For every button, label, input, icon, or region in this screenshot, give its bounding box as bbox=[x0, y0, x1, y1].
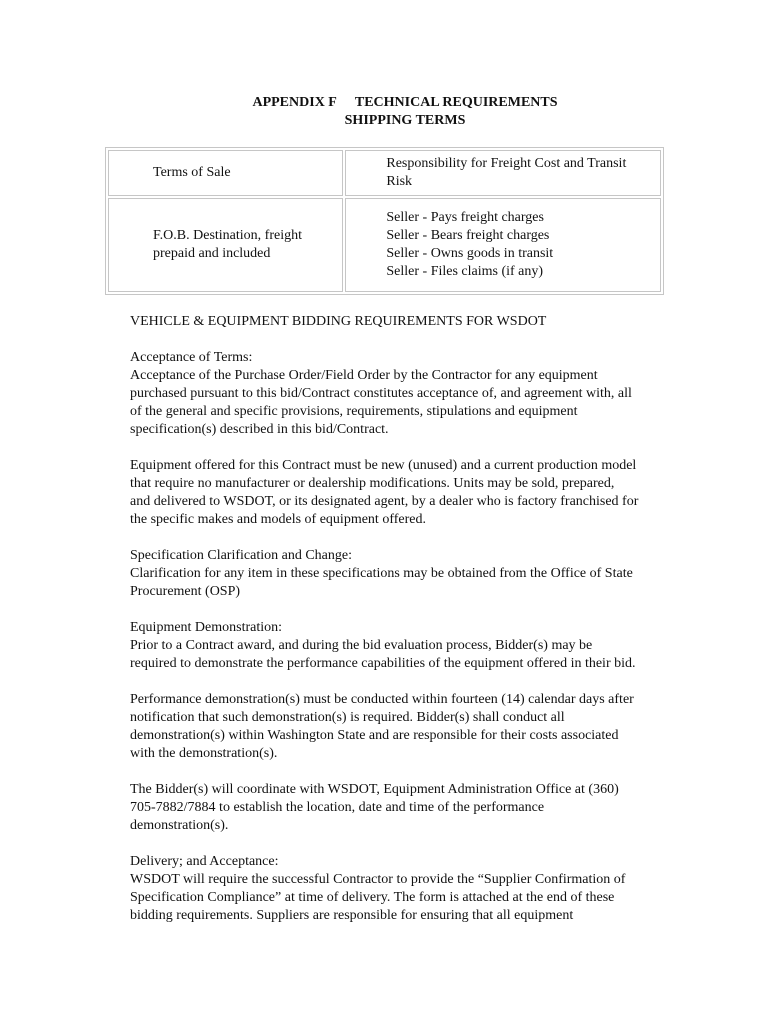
shipping-terms-table bbox=[105, 147, 664, 295]
terms-of-sale-header: Terms of Sale bbox=[153, 165, 231, 180]
paragraph-line: the specific makes and models of equipment offered. bbox=[130, 512, 426, 527]
paragraph-line: and delivered to WSDOT, or its designated agent, by a dealer who is factory franchised for bbox=[130, 494, 639, 509]
paragraph-line: required to demonstrate the performance capabilities of the equipment offered in their bid. bbox=[130, 656, 636, 671]
appendix-title: TECHNICAL REQUIREMENTS bbox=[354, 95, 558, 110]
paragraph-line: Delivery; and Acceptance: bbox=[130, 854, 279, 869]
section-title: VEHICLE & EQUIPMENT BIDDING REQUIREMENTS FOR WSDOT bbox=[130, 314, 547, 329]
seller-responsibility-line: Seller - Owns goods in transit bbox=[386, 246, 554, 261]
paragraph-line: Procurement (OSP) bbox=[130, 584, 241, 599]
paragraph-line: Equipment Demonstration: bbox=[130, 620, 283, 635]
paragraph-line: demonstration(s). bbox=[130, 818, 229, 833]
responsibility-header-cell bbox=[345, 150, 661, 196]
paragraph-line: Prior to a Contract award, and during the bid evaluation process, Bidder(s) may be bbox=[130, 638, 593, 653]
paragraph-line: Specification Compliance” at time of delivery. The form is attached at the end of these bbox=[130, 890, 615, 905]
paragraph-line: WSDOT will require the successful Contractor to provide the “Supplier Confirmation of bbox=[130, 872, 626, 887]
performance-demonstration-paragraph bbox=[130, 691, 690, 763]
fob-cell bbox=[108, 198, 343, 292]
paragraph-line: Equipment offered for this Contract must be new (unused) and a current production model bbox=[130, 458, 637, 473]
paragraph-line: Specification Clarification and Change: bbox=[130, 548, 352, 563]
responsibility-header-line: Risk bbox=[386, 174, 413, 189]
acceptance-of-terms-paragraph bbox=[130, 349, 690, 439]
table-row bbox=[108, 150, 661, 196]
paragraph-line: notification that such demonstration(s) is required. Bidder(s) shall conduct all bbox=[130, 710, 565, 725]
table-row bbox=[108, 198, 661, 292]
fob-line: prepaid and included bbox=[153, 246, 271, 261]
paragraph-line: bidding requirements. Suppliers are responsible for ensuring that all equipment bbox=[130, 908, 574, 923]
paragraph-line: Performance demonstration(s) must be conducted within fourteen (14) calendar days after bbox=[130, 692, 634, 707]
seller-responsibility-line: Seller - Pays freight charges bbox=[386, 210, 544, 225]
seller-responsibility-line: Seller - Files claims (if any) bbox=[386, 264, 544, 279]
paragraph-line: Acceptance of Terms: bbox=[130, 350, 253, 365]
seller-responsibility-line: Seller - Bears freight charges bbox=[386, 228, 550, 243]
paragraph-line: 705-7882/7884 to establish the location, date and time of the performance bbox=[130, 800, 545, 815]
specification-clarification-paragraph bbox=[130, 547, 690, 601]
paragraph-line: with the demonstration(s). bbox=[130, 746, 278, 761]
terms-of-sale-header-cell bbox=[108, 150, 343, 196]
paragraph-line: of the general and specific provisions, requirements, stipulations and equipment bbox=[130, 404, 578, 419]
seller-responsibilities-cell bbox=[345, 198, 661, 292]
paragraph-line: Clarification for any item in these specifications may be obtained from the Office of State bbox=[130, 566, 633, 581]
fob-line: F.O.B. Destination, freight bbox=[153, 228, 302, 243]
responsibility-header-line: Responsibility for Freight Cost and Transit bbox=[386, 156, 627, 171]
appendix-label: APPENDIX F bbox=[252, 95, 337, 110]
paragraph-line: specification(s) described in this bid/Contract. bbox=[130, 422, 389, 437]
equipment-offered-paragraph bbox=[130, 457, 690, 529]
bidder-coordination-paragraph bbox=[130, 781, 690, 835]
appendix-heading bbox=[0, 94, 770, 111]
paragraph-line: purchased pursuant to this bid/Contract constitutes acceptance of, and agreement with, all bbox=[130, 386, 632, 401]
paragraph-line: The Bidder(s) will coordinate with WSDOT, Equipment Administration Office at (360) bbox=[130, 782, 619, 797]
equipment-demonstration-paragraph bbox=[130, 619, 690, 673]
paragraph-line: Acceptance of the Purchase Order/Field Order by the Contractor for any equipment bbox=[130, 368, 598, 383]
delivery-acceptance-paragraph bbox=[130, 853, 690, 925]
paragraph-line: demonstration(s) within Washington State and are responsible for their costs associated bbox=[130, 728, 619, 743]
paragraph-line: that require no manufacturer or dealership modifications. Units may be sold, prepared, bbox=[130, 476, 615, 491]
shipping-terms-heading: SHIPPING TERMS bbox=[344, 113, 466, 128]
document-body bbox=[130, 313, 690, 943]
